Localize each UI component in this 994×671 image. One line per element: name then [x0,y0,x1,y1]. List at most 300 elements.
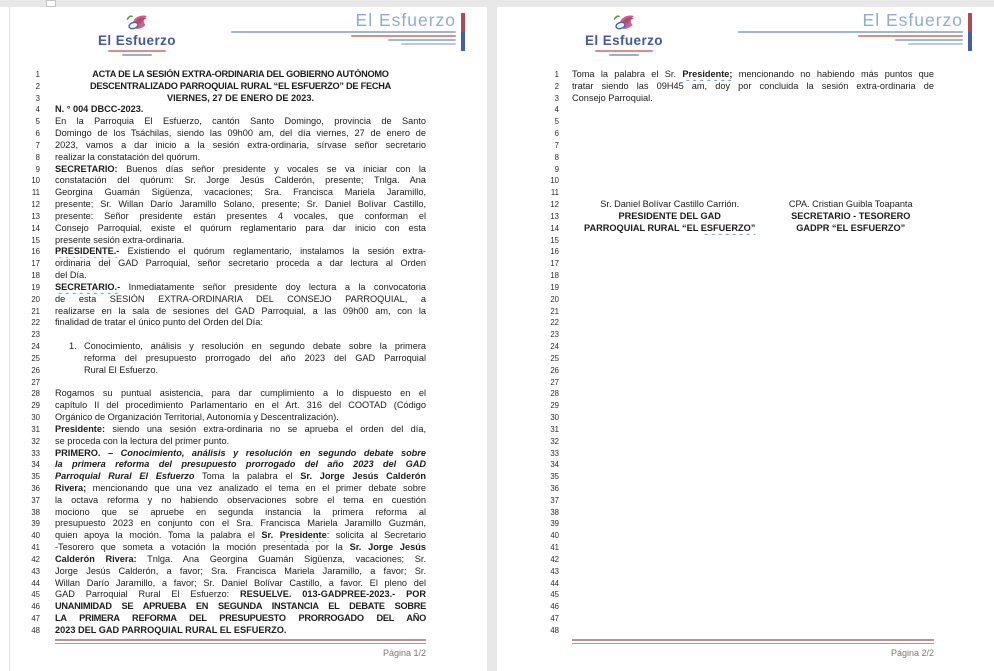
text-segment: LA PRIMERA REFORMA DEL PRESUPUESTO PRORROGADO DEL AÑO [55,613,426,624]
page-1 [9,7,487,671]
text-segment: Existiendo el quórum reglamentario, instalamos la sesión extra- [119,246,426,257]
text-segment: se proceda con la lectura del primer punto. [55,435,230,446]
doc-line [497,270,994,282]
doc-line [497,589,994,601]
line-number: 33 [550,448,559,458]
text-segment: PRIMERO. – [55,447,121,458]
line-number: 2 [35,81,40,91]
line-text [572,436,934,448]
doc-line [497,329,994,341]
signature-column [767,211,934,223]
line-text [572,625,934,637]
doc-line [497,199,994,211]
text-segment: Parroquial Rural El Esfuerzo [55,471,195,482]
line-number: 27 [31,377,40,387]
line-text [572,341,934,353]
line-number: 40 [550,531,559,541]
doc-line [10,400,487,412]
line-number: 34 [31,460,40,470]
doc-line [10,530,487,542]
line-number: 29 [31,401,40,411]
line-number: 23 [550,330,559,340]
line-text [572,306,934,318]
signature-column [572,199,767,211]
doc-line [10,258,487,270]
doc-line [497,554,994,566]
line-text [572,164,934,176]
doc-line [497,412,994,424]
doc-line [10,211,487,223]
text-segment: Conocimiento, análisis y resolución en segundo debate sobre [120,447,426,458]
line-text [572,507,934,519]
doc-line [497,377,994,389]
line-text [55,365,426,377]
line-text [55,317,426,329]
line-number: 18 [550,271,559,281]
text-segment: Inmediatamente señor presidente doy lectura a la convocatoria [120,281,426,292]
text-segment: Buenos días señor presidente y vocales se va iniciar con la [117,163,426,174]
doc-line [10,353,487,365]
line-text [55,400,426,412]
doc-line [497,388,994,400]
line-number: 25 [31,353,40,363]
brand-block [231,12,465,51]
line-text [55,483,426,495]
doc-line [10,223,487,235]
line-text [572,140,934,152]
page-header [585,12,972,61]
line-text [55,140,426,152]
doc-line [10,566,487,578]
page-number-label: Página 1/2 [382,647,426,658]
line-number: 48 [550,625,559,635]
text-segment: Toma la palabra el [194,471,301,482]
footer-rule [55,639,426,644]
line-text [572,116,934,128]
text-segment: Consejo Parroquial. [572,92,653,103]
text-segment: Orgánico de Organización Territorial, Autonomía y Descentralización). [55,412,339,423]
doc-line [10,613,487,625]
page-gap [487,7,497,671]
line-number: 13 [550,211,559,221]
doc-line [497,495,994,507]
doc-line [497,613,994,625]
text-segment: PRESIDENTE.- [55,246,120,257]
doc-line [497,542,994,554]
line-text [55,578,426,590]
doc-line [497,530,994,542]
signature-column [767,199,934,211]
text-segment: Rogamos su puntual asistencia, para dar cumplimiento a lo dispuesto en el [55,388,426,399]
doc-line [497,306,994,318]
text-segment: 2023, vamos a dar inicio a la sesión extra-ordinaria, sírvase señor secretario [55,139,426,150]
line-text [572,294,934,306]
line-text [572,554,934,566]
line-number: 35 [550,472,559,482]
line-text [55,353,426,365]
doc-line [10,294,487,306]
line-text [55,128,426,140]
line-number: 20 [550,294,559,304]
text-segment: Domingo de los Tsáchilas, siendo las 09h00 am, del día viernes, 27 de enero de [55,128,426,139]
line-text [572,471,934,483]
doc-line [10,542,487,554]
text-segment: 2023 DEL GAD PARROQUIAL RURAL EL ESFUERZO. [55,624,287,635]
line-text [572,400,934,412]
text-segment: siendo una sesión extra-ordinaria no se aprueba el orden del día, [105,423,426,434]
line-text [572,282,934,294]
line-number: 36 [550,483,559,493]
line-number: 11 [550,188,559,198]
line-number: 14 [31,223,40,233]
doc-line [497,483,994,495]
text-segment: ordinaria del GAD Parroquial, señor secretario proceda a dar lectura al Orden [55,258,426,269]
brand-bar [968,13,972,51]
line-text [572,448,934,460]
line-number: 48 [31,625,40,635]
line-number: 19 [550,282,559,292]
text-segment: Tnlga. Ana Georgina Guamán Sigüenza, vacaciones; Sr. [136,553,426,564]
text-segment: ESFUERZO” [700,222,756,233]
line-number: 21 [550,306,559,316]
text-segment: UNANIMIDAD SE APRUEBA EN SEGUNDA INSTANCIA EL DEBATE SOBRE [55,601,426,612]
line-number: 45 [31,590,40,600]
line-text [55,625,426,637]
line-text [572,235,934,247]
line-text [572,329,934,341]
line-number: 3 [554,93,559,103]
line-number: 5 [35,117,40,127]
text-segment: ACTA DE LA SESIÓN EXTRA-ORDINARIA DEL GOBIERNO AUTÓNOMO [92,69,389,79]
line-text [55,566,426,578]
line-text [572,187,934,199]
text-segment: SECRETARIO - TESORERO [791,210,911,221]
logo-block [98,12,176,56]
text-segment: SECRETARIO: [55,163,118,174]
doc-line [497,211,994,223]
text-segment: realizarse en la sala de sesiones del GAD Parroquial, a las 09h00 am, con la [55,305,426,316]
line-number: 3 [35,93,40,103]
line-text [55,81,426,93]
line-text [55,613,426,625]
line-number: 6 [554,129,559,139]
doc-line [497,566,994,578]
logo-emblem-icon [611,12,637,34]
doc-line [497,436,994,448]
doc-line [497,164,994,176]
line-number: 26 [31,365,40,375]
doc-line [10,69,487,81]
doc-line [497,353,994,365]
line-number: 25 [550,353,559,363]
page-footer [55,639,426,658]
line-number: 32 [31,436,40,446]
page-footer [572,639,934,658]
doc-line [497,424,994,436]
line-text [55,211,426,223]
line-number: 39 [31,519,40,529]
doc-line [497,448,994,460]
line-text [572,542,934,554]
doc-line [10,235,487,247]
text-segment: capítulo II del procedimiento Parlamentario en el Art. 316 del COOTAD (Código [55,400,426,411]
line-number: 6 [35,129,40,139]
text-segment: finalidad de tratar el único punto del Orden del Día: [55,317,263,328]
line-text [572,424,934,436]
line-text [55,294,426,306]
doc-line [10,507,487,519]
doc-line [497,507,994,519]
line-number: 2 [554,81,559,91]
line-text [55,199,426,211]
text-segment: CPA. Cristian Guibla Toapanta [788,199,913,210]
text-segment: realizar la constatación del quórum. [55,151,201,162]
line-text [55,152,426,164]
doc-line [10,448,487,460]
doc-line [10,306,487,318]
line-text [572,353,934,365]
logo-title: El Esfuerzo [585,33,663,48]
line-number: 7 [554,140,559,150]
text-segment: del Día. [55,270,87,281]
line-number: 14 [550,223,559,233]
viewport-top-strip [0,0,994,7]
footer-rule [572,639,934,644]
line-number: 38 [550,507,559,517]
line-number: 12 [550,200,559,210]
doc-line [497,93,994,105]
line-text [55,424,426,436]
brand-title: El Esfuerzo [862,10,963,30]
brand-fineprint-line [895,39,963,42]
doc-line [497,471,994,483]
doc-line [10,116,487,128]
doc-line [10,270,487,282]
text-segment: GAD Parroquial Rural El Esfuerzo: [55,589,241,600]
line-text [572,104,934,116]
line-text [55,306,426,318]
page-number-label: Página 2/2 [890,647,934,658]
line-number: 35 [31,472,40,482]
line-number: 27 [550,377,559,387]
text-segment: presente sesión extra-ordinaria. [55,234,185,245]
line-text [572,589,934,601]
logo-block [585,12,663,56]
doc-line [10,625,487,637]
doc-line [10,187,487,199]
line-text [55,246,426,258]
brand-fineprint-line [351,35,456,38]
line-number: 7 [35,140,40,150]
line-number: 39 [550,519,559,529]
line-number: 33 [31,448,40,458]
text-segment: mencionando no habiendo más puntos que [732,69,934,79]
brand-block [738,12,972,51]
doc-line [497,282,994,294]
line-text [55,448,426,460]
line-text [55,377,426,389]
page-body [497,69,994,637]
line-text [55,436,426,448]
text-segment: Rural El Esfuerzo. [84,364,159,375]
line-text [55,471,426,483]
line-number: 45 [550,590,559,600]
line-text [572,69,934,81]
line-number: 18 [31,271,40,281]
text-segment: PARROQUIAL RURAL “EL [584,222,701,233]
doc-line [10,412,487,424]
logo-emblem-icon [124,12,150,34]
line-text [572,246,934,258]
line-number: 10 [550,176,559,186]
doc-line [10,601,487,613]
line-number: 4 [35,105,40,115]
doc-line [497,246,994,258]
logo-fineprint-line [108,50,166,53]
line-number: 1 [554,70,559,79]
line-text [572,175,934,187]
line-number: 24 [550,342,559,352]
doc-line [497,140,994,152]
line-number: 42 [31,554,40,564]
doc-line [497,116,994,128]
text-segment: N. ° 004 DBCC-2023. [55,104,144,115]
line-number: 46 [550,602,559,612]
doc-line [10,554,487,566]
line-number: 43 [31,566,40,576]
text-segment: -Tesorero que someta a votación la moción presentada por la [55,542,350,553]
line-text [572,152,934,164]
line-text [55,412,426,424]
text-segment: Jorge Jesús Calderón, a favor; Sra. Francisca Mariela Jaramillo, a favor; Sr. [55,565,426,576]
line-text [55,329,426,341]
line-number: 23 [31,330,40,340]
line-text [572,365,934,377]
doc-line [10,199,487,211]
text-segment: Presidente; [682,69,733,79]
line-text [572,388,934,400]
line-text [572,377,934,389]
line-number: 41 [31,543,40,553]
doc-line [10,518,487,530]
line-number: 37 [31,495,40,505]
line-text [55,69,426,81]
text-segment: Presidente: [55,423,106,434]
line-text [55,235,426,247]
text-segment: Willan Darío Jaramillo, a favor; Sr. Daniel Bolívar Castillo, a favor. El pleno del [55,577,426,588]
line-number: 1 [35,70,40,79]
brand-fineprint-line [858,35,963,38]
line-number: 34 [550,460,559,470]
doc-line [497,69,994,81]
line-number: 30 [550,413,559,423]
page-top-marker [46,0,56,7]
line-number: 22 [550,318,559,328]
line-text [572,601,934,613]
logo-fineprint-line [122,54,152,57]
text-segment: la octava reforma y no habiendo observaciones sobre el tema en cuestión [55,494,426,505]
doc-line [497,81,994,93]
line-text [572,483,934,495]
logo-fineprint-line [595,50,653,53]
line-text [55,495,426,507]
text-segment: Rivera; [55,482,87,493]
line-text [572,459,934,471]
text-segment: Sr. Daniel Bolívar Castillo Carrión. [600,199,740,210]
logo-fineprint-line [609,54,639,57]
signature-column [572,223,767,235]
line-number: 30 [31,413,40,423]
line-text [55,258,426,270]
doc-line [10,329,487,341]
doc-line [10,104,487,116]
line-number: 31 [31,424,40,434]
text-segment: En la Parroquia El Esfuerzo, cantón Santo Domingo, provincia de Santo [55,116,426,127]
doc-line [10,471,487,483]
line-text [55,341,426,353]
text-segment: mencionando que una vez analizado el tema en el primer debate sobre [86,482,426,493]
line-number: 8 [554,152,559,162]
line-number: 47 [550,614,559,624]
text-segment: : solicita al Secretario [326,530,426,541]
line-text [55,116,426,128]
line-text [55,542,426,554]
line-text [572,270,934,282]
signature-column [572,211,767,223]
doc-line [10,317,487,329]
line-number: 8 [35,152,40,162]
doc-line [10,152,487,164]
line-number: 47 [31,614,40,624]
line-text [572,223,934,235]
text-segment: Conocimiento, análisis y resolución en segundo debate sobre la primera [84,341,426,352]
doc-line [497,601,994,613]
line-number: 38 [31,507,40,517]
text-segment: tratar siendo las 09H45 am, doy por concluida la sesión extra-ordinaria de [572,80,934,91]
doc-line [497,518,994,530]
line-number: 15 [31,235,40,245]
brand-fineprint-line [388,39,456,42]
doc-line [10,365,487,377]
list-marker: 1. [69,341,77,352]
page-header [98,12,465,61]
line-number: 31 [550,424,559,434]
page-body [10,69,487,637]
line-number: 9 [35,164,40,174]
line-text [55,388,426,400]
line-number: 32 [550,436,559,446]
line-text [55,518,426,530]
page-2 [497,7,994,671]
line-text [572,258,934,270]
line-number: 19 [31,282,40,292]
text-segment: SECRETARIO.- [55,281,121,292]
text-segment: Sr. Jorge Jesús [349,542,426,553]
doc-line [497,258,994,270]
doc-line [497,187,994,199]
line-text [572,211,934,223]
line-text [55,589,426,601]
text-segment: Presidente [279,530,327,541]
line-number: 12 [31,200,40,210]
line-text [55,164,426,176]
line-number: 26 [550,365,559,375]
line-number: 28 [550,389,559,399]
text-segment: RESUELVE. 013-GADPREE-2023.- POR [240,589,427,600]
doc-line [10,495,487,507]
text-segment: VIERNES, 27 DE ENERO DE 2023. [166,92,315,103]
text-segment: Sr. [261,530,280,541]
